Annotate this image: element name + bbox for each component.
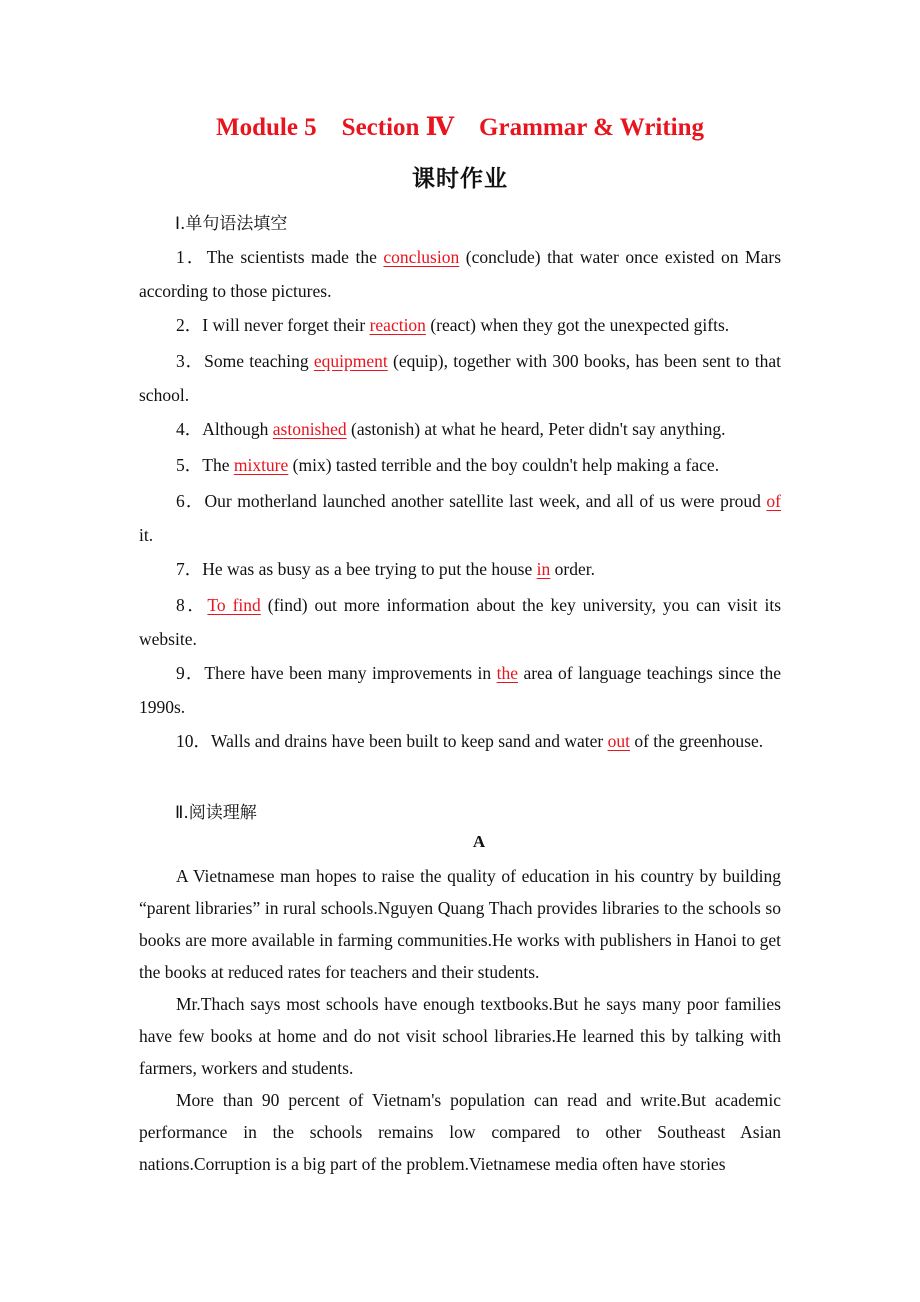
answer-text: the — [496, 663, 518, 683]
question-item: 7．He was as busy as a bee trying to put the house in order. — [176, 559, 595, 579]
answer-text: out — [607, 731, 630, 751]
section-heading-grammar: Ⅰ.单句语法填空 — [175, 214, 288, 234]
answer-text: equipment — [313, 351, 388, 371]
answer-text: of — [766, 491, 781, 511]
answer-text: in — [536, 559, 551, 579]
question-item: 2．I will never forget their reaction (react) when they got the unexpected gifts. — [176, 315, 730, 335]
question-item: 9．There have been many improvements in the area of language teachings since the 1990s. — [139, 663, 782, 717]
question-item: 5．The mixture (mix) tasted terrible and the boy couldn't help making a face. — [176, 455, 720, 475]
answer-text: reaction — [369, 315, 426, 335]
question-item: 6．Our motherland launched another satellite last week, and all of us were proud of it. — [139, 491, 781, 545]
section-heading-reading: Ⅱ.阅读理解 — [175, 803, 257, 823]
question-item: 3．Some teaching equipment (equip), together with 300 books, has been sent to that school. — [139, 351, 782, 405]
question-item: 8．To find (find) out more information about the key university, you can visit its website. — [139, 595, 782, 649]
page-title: Module 5 Section Ⅳ Grammar & Writing — [215, 114, 705, 141]
answer-text: conclusion — [383, 247, 460, 267]
answer-text: astonished — [272, 419, 347, 439]
question-item: 4．Although astonished (astonish) at what he heard, Peter didn't say anything. — [176, 419, 726, 439]
answer-text: To find — [207, 595, 261, 615]
passage-paragraph: More than 90 percent of Vietnam's population can read and write.But academic performance in the schools remains low compared to other Southeast Asian nations.Corruption is a big part of the problem.Vietnamese media often have stories — [139, 1090, 781, 1174]
answer-text: mixture — [233, 455, 289, 475]
passage-paragraph: Mr.Thach says most schools have enough textbooks.But he says many poor families have few books at home and do not visit school libraries.He learned this by talking with farmers, workers and students. — [139, 994, 781, 1078]
question-item: 10．Walls and drains have been built to keep sand and water out of the greenhouse. — [176, 731, 764, 751]
question-item: 1．The scientists made the conclusion (conclude) that water once existed on Mars according to those pictures. — [139, 247, 782, 301]
page-subtitle: 课时作业 — [412, 166, 508, 192]
passage-label: A — [472, 832, 486, 851]
passage-paragraph: A Vietnamese man hopes to raise the quality of education in his country by building “parent libraries” in rural schools.Nguyen Quang Thach provides libraries to the schools so books are more available in farming communities.He works with publishers in Hanoi to get the books at reduced rates for teachers and their students. — [139, 866, 781, 982]
